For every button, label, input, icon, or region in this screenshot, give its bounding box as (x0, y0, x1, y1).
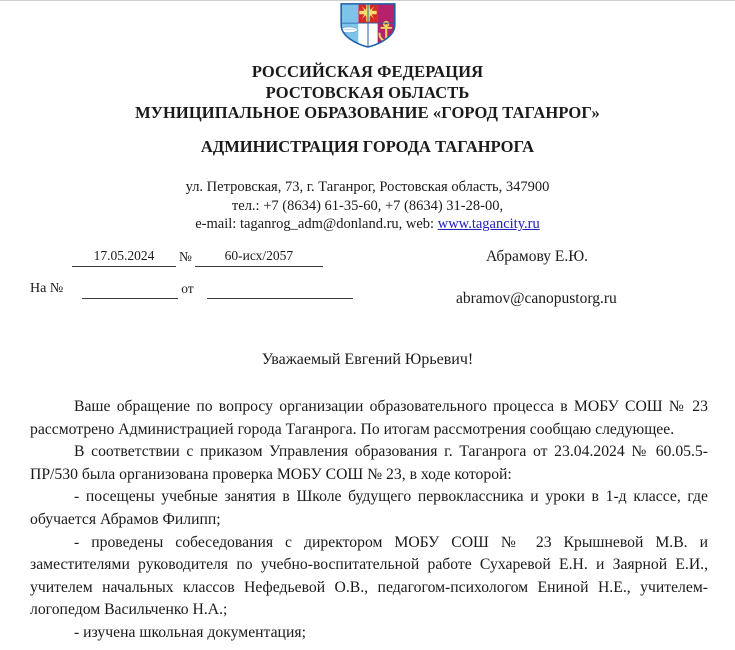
contact-address: ул. Петровская, 73, г. Таганрог, Ростовская область, 347900 (185, 179, 550, 195)
top-divider (0, 0, 735, 1)
header-line-region: РОСТОВСКАЯ ОБЛАСТЬ (265, 82, 470, 102)
addressee-name: Абрамову Е.Ю. (486, 248, 589, 265)
addressee-block (440, 247, 720, 309)
header-line-administration: АДМИНИСТРАЦИЯ ГОРОДА ТАГАНРОГА (200, 136, 535, 156)
body-paragraph-1: Ваше обращение по вопросу организации образовательного процесса в МОБУ СОШ № 23 рассмотрено Администрацией города Таганрога. По итогам рассмотрения сообщаю следующее. (30, 398, 708, 438)
salutation: Уважаемый Евгений Юрьевич! (261, 351, 474, 368)
reference-row-incoming (30, 278, 410, 299)
reference-row-outgoing (30, 246, 410, 267)
document-body (30, 396, 708, 645)
contact-phones: тел.: +7 (8634) 61-35-60, +7 (8634) 31-28-00, (231, 197, 504, 214)
reply-number-value (82, 296, 178, 299)
outgoing-date: 17.05.2024 (72, 248, 176, 267)
header-line-municipality: МУНИЦИПАЛЬНОЕ ОБРАЗОВАНИЕ «ГОРОД ТАГАНРОГ» (135, 103, 600, 122)
contact-email-web (0, 215, 735, 234)
addressee-email: abramov@canopustorg.ru (456, 290, 617, 307)
reply-date-value (207, 296, 353, 299)
contact-email-text: e-mail: taganrog_adm@donland.ru, web: (195, 216, 438, 232)
emblem-container (0, 2, 735, 48)
body-list-item-2: - проведены собеседования с директором МОБУ СОШ № 23 Крышневой М.В. и заместителями руководителя по учебно-воспитательной работе Сухаревой Е.Н. и Заярной Е.И., учителем начальных классов Нефедьевой О.В., педагогом-психологом Ениной Н.Е., учителем-логопедом Васильченко Н.А.; (30, 533, 708, 619)
outgoing-number: 60-исх/2057 (195, 248, 323, 267)
number-label: № (179, 249, 192, 264)
reply-number-label: На № (30, 281, 64, 296)
letterhead-header (0, 62, 735, 157)
reference-block (30, 246, 410, 299)
coat-of-arms-icon (334, 2, 402, 48)
header-line-federation: РОССИЙСКАЯ ФЕДЕРАЦИЯ (251, 62, 484, 81)
contact-block (0, 178, 735, 234)
body-list-item-1: - посещены учебные занятия в Школе будущего первоклассника и уроки в 1-д классе, где обучается Абрамов Филипп; (30, 488, 708, 528)
body-paragraph-2: В соответствии с приказом Управления образования г. Таганрога от 23.04.2024 № 60.05.5-ПР/530 была организована проверка МОБУ СОШ № 23, в ходе которой: (30, 443, 708, 483)
body-list-item-3: - изучена школьная документация; (74, 623, 306, 641)
website-link[interactable]: www.tagancity.ru (437, 216, 540, 232)
reply-date-label: от (181, 281, 194, 296)
